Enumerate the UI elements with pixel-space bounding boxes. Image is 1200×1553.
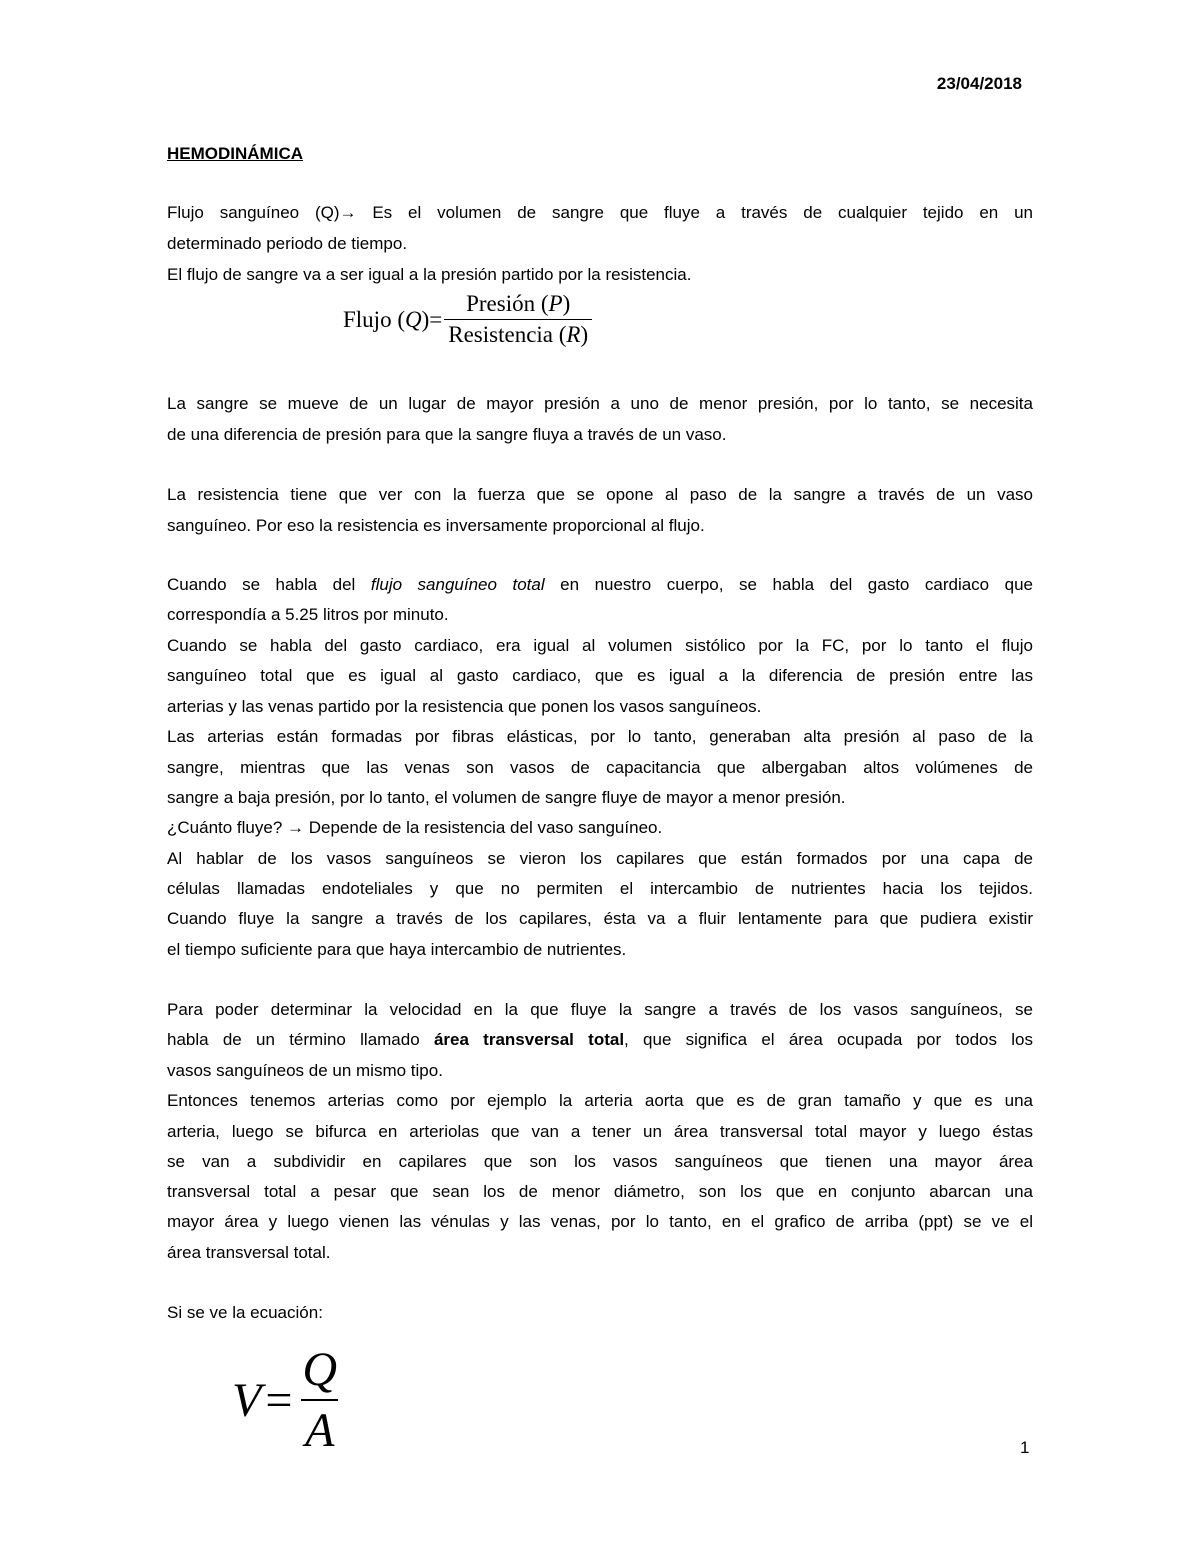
p4-line-12: Cuando fluye la sangre a través de los capilares, ésta va a fluir lentamente para que pudiera existir <box>167 909 1033 928</box>
p4-line-6: Las arterias están formadas por fibras elásticas, por lo tanto, generaban alta presión al paso de la <box>167 727 1033 746</box>
formula-fraction <box>444 291 592 348</box>
p1-line-3: El flujo de sangre va a ser igual a la presión partido por la resistencia. <box>167 265 692 284</box>
p2-line-1: La sangre se mueve de un lugar de mayor presión a uno de menor presión, por lo tanto, se necesita <box>167 394 1033 413</box>
p1-line-1: Flujo sanguíneo (Q)→ Es el volumen de sangre que fluye a través de cualquier tejido en un <box>167 203 1033 222</box>
p5-line-1: Para poder determinar la velocidad en la que fluye la sangre a través de los vasos sanguíneos, se <box>167 1000 1033 1019</box>
page-number: 1 <box>1020 1438 1030 1457</box>
p1-line-2: determinado periodo de tiempo. <box>167 234 408 253</box>
p5-line-8: mayor área y luego vienen las vénulas y las venas, por lo tanto, en el grafico de arriba (ppt) se ve el <box>167 1212 1033 1231</box>
p4-line-11: células llamadas endoteliales y que no permiten el intercambio de nutrientes hacia los tejidos. <box>167 879 1033 898</box>
formula-lhs: Flujo (Q)= <box>343 306 443 332</box>
p4-line-9: ¿Cuánto fluye? → Depende de la resistencia del vaso sanguíneo. <box>167 818 663 837</box>
p5-line-9: área transversal total. <box>167 1243 331 1262</box>
p5-line-4: Entonces tenemos arterias como por ejemplo la arteria aorta que es de gran tamaño y que es una <box>167 1091 1033 1110</box>
p3-line-1: La resistencia tiene que ver con la fuerza que se opone al paso de la sangre a través de un vaso <box>167 485 1033 504</box>
p3-line-2: sanguíneo. Por eso la resistencia es inversamente proporcional al flujo. <box>167 516 705 535</box>
p6-line-1: Si se ve la ecuación: <box>167 1303 323 1322</box>
p5-line-5: arteria, luego se bifurca en arteriolas que van a tener un área transversal total mayor y luego éstas <box>167 1122 1033 1141</box>
p4-line-8: sangre a baja presión, por lo tanto, el volumen de sangre fluye de mayor a menor presión. <box>167 788 846 807</box>
p5-line-7: transversal total a pesar que sean los de menor diámetro, son los que en conjunto abarcan una <box>167 1182 1033 1201</box>
velocity-variable: V <box>232 1373 262 1427</box>
p5-line-3: vasos sanguíneos de un mismo tipo. <box>167 1061 443 1080</box>
p4-line-4: sanguíneo total que es igual al gasto cardiaco, que es igual a la diferencia de presión entre las <box>167 666 1033 685</box>
document-title: HEMODINÁMICA <box>167 144 303 163</box>
formula-denominator: Resistencia (R) <box>444 319 592 348</box>
p4-line-3: Cuando se habla del gasto cardiaco, era igual al volumen sistólico por la FC, por lo tanto el flujo <box>167 636 1033 655</box>
p4-line-13: el tiempo suficiente para que haya intercambio de nutrientes. <box>167 940 627 959</box>
p4-line-10: Al hablar de los vasos sanguíneos se vieron los capilares que están formados por una capa de <box>167 849 1033 868</box>
flow-formula <box>343 291 592 348</box>
p5-line-2: habla de un término llamado área transversal total, que significa el área ocupada por todos los <box>167 1030 1033 1049</box>
p5-line-6: se van a subdividir en capilares que son los vasos sanguíneos que tienen una mayor área <box>167 1152 1033 1171</box>
velocity-denominator: A <box>301 1399 338 1458</box>
velocity-numerator: Q <box>302 1343 338 1396</box>
p4-line-7: sangre, mientras que las venas son vasos de capacitancia que albergaban altos volúmenes de <box>167 758 1033 777</box>
formula-numerator: Presión (P) <box>466 291 571 316</box>
equals-sign: = <box>265 1373 293 1427</box>
p4-line-1: Cuando se habla del flujo sanguíneo total en nuestro cuerpo, se habla del gasto cardiaco que <box>167 575 1034 594</box>
velocity-formula <box>232 1342 341 1458</box>
velocity-fraction <box>298 1342 341 1458</box>
p2-line-2: de una diferencia de presión para que la sangre fluya a través de un vaso. <box>167 425 727 444</box>
p4-line-2: correspondía a 5.25 litros por minuto. <box>167 605 449 624</box>
p4-line-5: arterias y las venas partido por la resistencia que ponen los vasos sanguíneos. <box>167 697 762 716</box>
document-date: 23/04/2018 <box>936 74 1022 93</box>
